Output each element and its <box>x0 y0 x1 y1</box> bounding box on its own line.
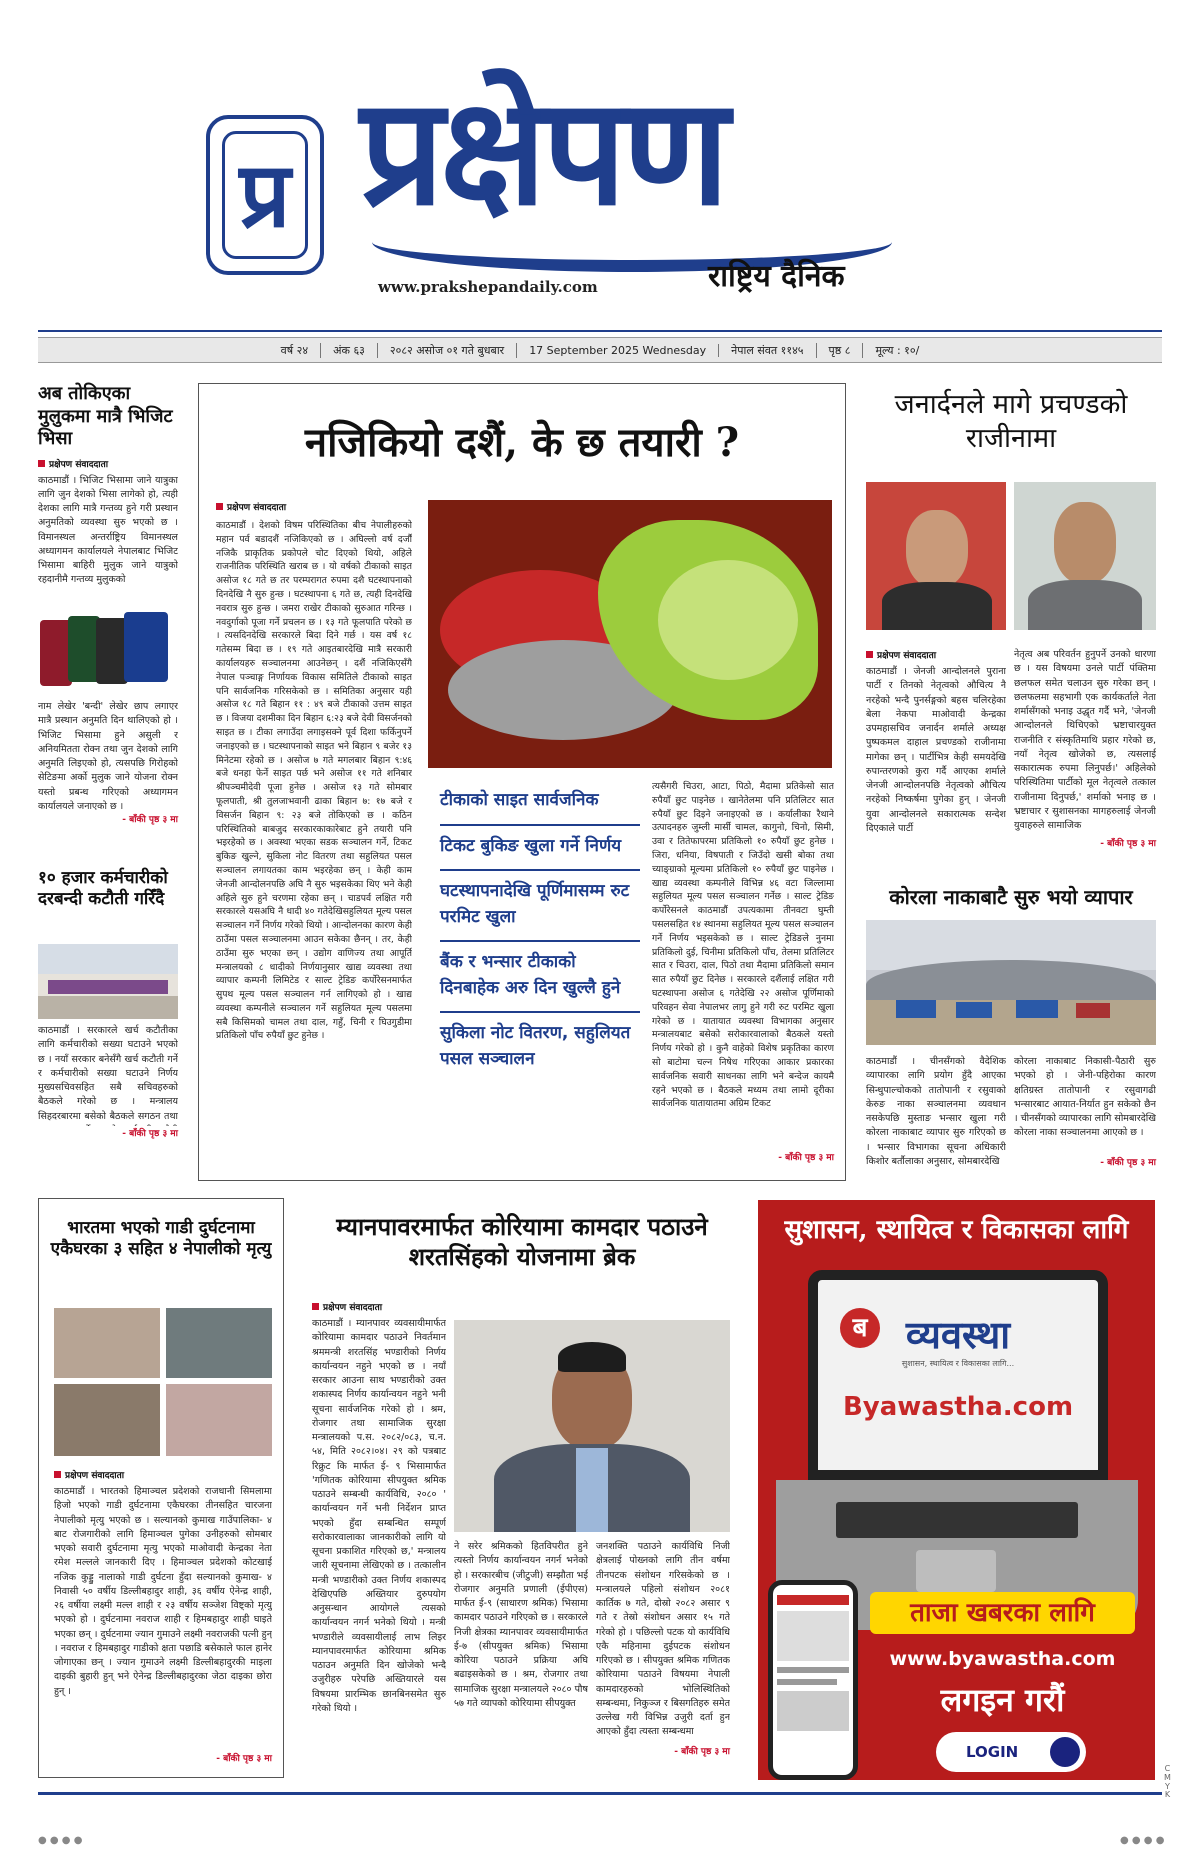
user-icon <box>1050 1737 1080 1767</box>
continue-link[interactable]: - बाँकी पृष्ठ ३ मा <box>216 1754 272 1764</box>
victim-photo <box>54 1308 160 1378</box>
byline: प्रक्षेपण संवाददाता <box>38 457 178 470</box>
masthead <box>0 0 1200 330</box>
continue-link[interactable]: - बाँकी पृष्ठ ३ मा <box>1100 839 1156 849</box>
newspaper-tagline: राष्ट्रिय दैनिक <box>708 259 845 294</box>
divider <box>38 330 1162 332</box>
ad-brand-tagline: सुशासन, स्थायित्व र विकासका लागि... <box>901 1359 1015 1368</box>
continue-link[interactable]: - बाँकी पृष्ठ ३ मा <box>674 1747 730 1757</box>
trackpad <box>916 1550 996 1592</box>
story-body: काठमाडौं । देशको विषम परिस्थितिका बीच नेपालीहरुको महान पर्व बडादशैं नजिकिएको छ । अघिल्लो वर्ष दर्जौं नजिकै प्राकृतिक प्रकोपले चोट दिएको थियो, अहिले राजनीतिक परिस्थिति खराब छ । यो वर्षको टीकाको साइत असोज १८ गते छ तर परम्परागत रुपमा दशै घटस्थापनाको दिनदेखि नै सुरु हुन्छ । घटस्थापना ६ गते छ, त्यही दिनदेखि नवरात्र सुरु हुन्छ । जमरा राखेर टीकाको सुरुआत गरिन्छ । नवदुर्गाको पूजा गर्ने प्रचलन छ । १३ गते फूलपाति परेको छ । त्यसदिनदेखि सरकारले बिदा दिने गर्छ । यस वर्ष १८ गतेसम्म बिदा छ । १९ गते आइतबारदेखि मात्रै सरकारी कार्यालयहरु सञ्चालनमा आउनेछन् । दशैं नजिकिएसँगै नेपाल पञ्चाङ्ग निर्णायक विकास समितिले टीकाको साइत पनि सार्वजनिक गरिसकेको छ । समितिका अनुसार यही असोज १८ गते बिहान ११ : ४९ बजे टीकाको उत्तम साइत छ । विजया दशमीका दिन बिहान ६:२३ बजे देवी विसर्जनको साइत छ । टीका लगाउँदा लगाइसक्ने पूर्व दिशा फर्किनुपर्ने जनाइएको छ । घटस्थापनाको साइत भने बिहान ९ बजेर १३ मिनेटमा रहेको छ । असोज ७ गते मगलबार बिहान ९:४६ बजे धनहा फेर्ने साइत पर्छ भने असोज ११ गते शनिबार श्रीपञ्चमीदेवी पूजा हुनेछ । असोज १३ गते सोमबार फूलपाती, श्री तुलजाभवानी ढाका बिहान ७: १७ बजे र विसर्जन बिहान ९: २३ बजे तोकिएको छ । कठिन परिस्थितिको बाबजुद सरकारकाकारेबाट हुने तयारी पनि भइरहेको छ । अवस्था भएका सडक सञ्चालन गर्ने, टिकट बुकिङ खुल्ने, सुकिला नोट वितरण तथा सहुलियत पसल सञ्चालन लगायतका काम भइरहेका छन् । केही काम जेनजी आन्दोलनपछि अघि नै सुरु भइसकेका थिए भने केही अहिले सुरु हुने चरणमा रहेका छन् । चाडपर्व लक्षित गरी सरकारले यसअघि नै धादी ४० गतेदेखिसहुलियत मूल्य पसल सञ्चालन गर्ने निर्णय गरेको थियो । आन्दोलनका कारण केही ठाउँमा पसल सञ्चालनमा आउन सकेका छैनन् । तर, केही ठाउँमा सुरु भएका छन् । उद्योग वाणिज्य तथा आपूर्ति मन्त्रालयको ८ धादीको निर्णयानुसार खाद्य व्यवस्था तथा व्यापार कम्पनी लिमिटेड र साल्ट ट्रेडिङ कर्पोरेसनमार्फत सुपथ मूल्य पसल सञ्चालन गर्न लागिएको हो । खाद्य व्यवस्था कम्पनीले सञ्चालन गर्ने सहुलियत मूल्य पसलमा सबै किसिमको चामल तथा दाल, गहुँ, चिनी र घिउगुडीमा प्रतिकिलो पाँच रुपैयाँ छुट हुनेछ । <box>216 520 412 1042</box>
story-headline[interactable]: जनार्दनले मागे प्रचण्डको राजीनामा <box>894 389 1128 454</box>
story-body: काठमाडौं । चीनसँगको वैदेशिक व्यापारका लागि प्रयोग हुँदै आएका सिन्धुपाल्चोकको तातोपानी र रसुवाको केरुङ नाका सञ्चालनमा व्यवधान नसकेपछि मुस्ताङ भन्सार खुला गरी कोरला नाकाबाट व्यापार सुरु गरिएको छ । भन्सार विभागका सूचना अधिकारी किशोर बर्तौलाका अनुसार, सोमबारदेखि <box>866 1056 1006 1167</box>
victim-photo <box>166 1308 272 1378</box>
highlight-item: घटस्थापनादेखि पूर्णिमासम्म रुट परमिट खुला <box>440 871 640 942</box>
issue-number: अंक ६३ <box>321 343 378 358</box>
page-count: पृष्ठ ८ <box>817 343 864 358</box>
highlight-item: सुकिला नोट वितरण, सहुलियत पसल सञ्चालन <box>440 1023 631 1069</box>
volume: वर्ष २४ <box>269 343 321 358</box>
highlight-item: बैंक र भन्सार टीकाको दिनबाहेक अरु दिन खुल्लै हुने <box>440 942 640 1013</box>
logo-emblem[interactable] <box>206 115 324 275</box>
login-button-label: LOGIN <box>966 1743 1019 1761</box>
highlight-item: टीकाको साइत सार्वजनिक <box>440 780 640 826</box>
logo-glyph: प्र <box>239 142 291 248</box>
passports-photo <box>38 612 178 692</box>
story-body: कोरला नाकाबाट निकासी-पैठारी सुरु भएको हो । जेनी-पहिरोका कारण क्षतिग्रस्त तातोपानी र रसुवागढी भन्सारबाट आयात-निर्यात हुन सकेको छैन । चीनसँगको व्यापारका लागि सोमबारदेखि कोरला नाका सञ्चालनमा आएको छ । <box>1014 1056 1156 1139</box>
left-story-visa <box>38 383 178 596</box>
english-date: 17 September 2025 Wednesday <box>517 344 719 357</box>
story-body: नाम लेखेर 'बन्दी' लेखेर छाप लगाएर मात्रै प्रस्थान अनुमति दिन थालिएको हो । भिजिट भिसामा हुने असुली र अनियमितता रोक्न तथा जुन देशको लागि अनुमति लिइएको हो, त्यसपछि गिरोहको सेटिङमा अर्को मुलुक जाने योजना रोक्न यस्तो प्रबन्ध गरिएको अध्यागमन कार्यालयले जनाएको छ । <box>38 701 178 812</box>
nepal-sambat: नेपाल संवत ११४५ <box>719 343 816 358</box>
janardan-sharma-photo <box>1014 482 1156 630</box>
website-link[interactable]: www.prakshepandaily.com <box>378 278 598 296</box>
story-headline[interactable]: म्यानपावरमार्फत कोरियामा कामदार पठाउने शरतसिंहको योजनामा ब्रेक <box>336 1212 708 1271</box>
issue-info-bar <box>38 337 1162 363</box>
byawastha-advertisement[interactable] <box>758 1200 1155 1780</box>
ad-url[interactable]: Byawastha.com <box>842 1392 1074 1422</box>
ad-login-prompt: लगइन गरौं <box>940 1681 1065 1719</box>
login-button[interactable] <box>936 1732 1086 1772</box>
prachanda-photo <box>866 482 1006 630</box>
lead-highlights <box>440 780 640 1082</box>
highlight-item: टिकट बुकिङ खुला गर्ने निर्णय <box>440 826 640 872</box>
victim-photo <box>166 1384 272 1456</box>
lead-headline[interactable]: नजिकियो दशैं, के छ तयारी ? <box>304 419 740 466</box>
continue-link[interactable]: - बाँकी पृष्ठ ३ मा <box>1100 1158 1156 1168</box>
ad-website[interactable]: www.byawastha.com <box>889 1648 1116 1670</box>
story-body: काठमाडौं । सरकारले खर्च कटौतीका लागि कर्मचारीको सख्या घटाउने भएको छ । नयाँ सरकार बनेसँगै खर्च कटौती गर्ने र कर्मचारीको सख्या घटाउने निर्णय मुख्यसचिवसहित सबै सचिवहरुको बैठकले गरेको छ । मन्त्रालय सिहदरबारमा बसेको बैठकले सगठन तथा <box>38 1025 178 1122</box>
byline: प्रक्षेपण संवाददाता <box>216 500 412 513</box>
ad-news-strip: ताजा खबरका लागि <box>870 1592 1135 1634</box>
byawastha-logo: ब <box>840 1308 880 1348</box>
story-headline[interactable]: अब तोकिएका मुलुकमा मात्रै भिजिट भिसा <box>38 383 173 449</box>
story-body: त्यसैगरी चिउरा, आटा, पिठो, मैदामा प्रतिकेसो सात रुपैयाँ छुट पाइनेछ । खानेतेलमा पनि प्रतिलिटर सात रुपैयाँ छुट दिइने जनाइएको छ । कर्यालीका रैथाने उत्पादनहरु जुम्ली मार्सी चामल, कागुनो, चिनो, सिमी, उवा र तितेफापरमा प्रतिकिलो १० रुपैयाँ छुट हुनेछ । जिरा, धनिया, विषपाती र जिउँदो खसी बोका तथा च्याङ्ग्राको मूल्यमा प्रतिकिलो १० रुपैयाँ छुट पाइनेछ । खाद्य व्यवस्था कम्पनीले विभिन्न ४६ वटा जिल्लामा सहुलियत मूल्य पसल सञ्चालन गर्नेछ । साल्ट ट्रेडिङ कर्पोरेसनले काठमाडौं उपत्यकामा तीनवटा घुम्ती पसलसहित १४ स्थानमा सहुलियत मूल्य पसल सञ्चालन गर्ने निर्णय भइसकेको छ । साल्ट ट्रेडिङले नुनमा प्रतिकिलो दुई, चिनीमा प्रतिकिलो पाँच, तेलमा प्रतिलिटर सात र चिउरा, दाल, पिठो तथा मैदामा प्रतिकिलो समान सात रुपैयाँ छुट दिनेछ । सरकारले दशैंलाई लक्षित गरी घटस्थापना असोज ६ गतेदेखि २२ असोज पूर्णिमाको परिवहन सेवा नेपालभर लागु हुने गरी रुट परमिट खुला गरेको छ । यातायात व्यवस्था विभागका अनुसार मन्त्रालयबाट बसेको सरोकारवालाको बैठकले यस्तो निर्णय गरेको हो । कुनै वाहेको विशेष प्रकृतिका कारण सो बाटोमा चल्न निषेध गरिएका आकार प्रकारका सार्वजनिक सवारी साधनका लागि भने बन्देज कायमै रहने भएको छ । बैठकले मध्यम तथा लामो दूरीका सार्वजनिक यातायातमा अग्रिम टिकट <box>652 781 834 1110</box>
victim-photo <box>54 1384 160 1456</box>
byline: प्रक्षेपण संवाददाता <box>866 648 1006 661</box>
story-body: नेतृत्व अब परिवर्तन हुनुपर्ने उनको धारणा छ । यस विषयमा उनले पार्टी पंक्तिमा छलफल समेत चलाउन सुरु गरेका छन् । छलफलमा सहभागी एक कार्यकर्ताले नेता शर्मासँगको भनाइ उद्धृत गर्दै भने, 'जेनजी आन्दोलनले थिचिएको भ्रष्टाचारयुक्त राजनीति र संस्कृतिमाथि प्रहार गरेको छ, नयाँ नेतृत्व खोजेको छ, त्यसलाई सकारात्मक रुपमा लिनुपर्छ।' अहिलेको परिस्थितिमा पार्टीको मूल नेतृत्वले तत्काल राजीनामा दिनुपर्छ,' शर्माको भनाइ छ । भ्रष्टाचार र सुशासनका मागहरुलाई जेनजी युवाहरुले सामाजिक <box>1014 649 1156 831</box>
story-headline[interactable]: १० हजार कर्मचारीको दरबन्दी कटौती गरिँदै <box>38 868 168 910</box>
sharat-singh-bhandari-photo <box>454 1320 730 1532</box>
footer-divider <box>38 1792 1162 1795</box>
ad-headline: सुशासन, स्थायित्व र विकासका लागि <box>784 1215 1129 1245</box>
byline: प्रक्षेपण संवाददाता <box>54 1468 272 1481</box>
registration-mark: ● ● ● ● <box>38 1835 83 1846</box>
laptop-screen <box>808 1270 1108 1480</box>
cmyk-marks: C M Y K <box>1164 1764 1171 1800</box>
story-body: ने सरेर श्रमिकको हितविपरीत हुने त्यस्तो निर्णय कार्यान्वयन नगर्न भनेको हो । सरकारबीच (जीटुजी) सम्झौता भई रोजगार अनुमति प्रणाली (ईपीएस) मार्फत ई-९ (साधारण श्रमिक) भिसामा कामदार पठाउने गरिएको छ । सरकारले निजी क्षेत्रका म्यानपावर व्यवसायीमार्फत ई-७ (सीपयुक्त श्रमिक) भिसामा कोरिया पठाउने प्रक्रिया अघि बढाइसकेको छ । श्रम, रोजगार तथा सामाजिक सुरक्षा मन्त्रालयले २०८० पौष ५७ गते व्यापको कोरियामा सीपयुक्त <box>454 1541 588 1709</box>
story-body: काठमाडौं । म्यानपावर व्यवसायीमार्फत कोरियामा कामदार पठाउने निवर्तमान श्रममन्त्री शरतसिंह भण्डारीको निर्णय कार्यान्वयन नहुने भएको छ । नयाँ सरकार आउना साथ भण्डारीको उक्त शकास्पद निर्णय कार्यान्वयन नहुने भनी सूचना सार्वजनिक गरेको हो । श्रम, रोजगार तथा सामाजिक सुरक्षा मन्त्रालयको प.स. २०८२/०८३, च.न. ५४, मिति २०८२।०४। २९ को पत्रबाट रिक्रुट कि मार्फत ई- ९ भिसामार्फत 'गणितक कोरियामा सीपयुक्त श्रमिक पठाउने सम्बन्धी कार्यविधि, २०८० ' कार्यान्वयन गर्ने भनी निर्देशन प्राप्त भएको हुँदा सम्बन्धित सम्पूर्ण सरोकारवालाका जानकारीको लागि यो सूचना प्रकाशित गरिएको छ,' मन्त्रालय जारी सूचनामा लेखिएको छ । तत्कालीन मन्त्री भण्डारीको उक्त निर्णय शकास्पद देखिएपछि अख्तियार दुरुपयोग अनुसन्धान आयोगले त्यसको कार्यान्वयन नगर्न भनेको थियो । मन्त्री भण्डारीले व्यवसायीलाई लाभ लिइर म्यानपावरमार्फत कोरियामा श्रमिक पठाउन अनुमति दिन खोजेको भन्दै उजुरीहरु परेपछि अख्तियारले यस विषयमा प्रारम्भिक छानबिनसमेत सुरु गरेको थियो । <box>312 1318 446 1714</box>
left-story-staff <box>38 868 178 911</box>
story-body: काठमाडौं । भारतको हिमाञ्चल प्रदेशको राजधानी सिमलामा हिजो भएको गाडी दुर्घटनामा एकैघरका तीनसहित चारजना नेपालीको मृत्यु भएको छ । सल्यानको कुमाख गाउँपालिका- ४ बाट रोजगारीको लागि हिमाञ्चल पुगेका उनीहरुको सोमबार भएको सवारी दुर्घटनामा मृत्यु भएको माओवादी केन्द्रका नेता रमेश मल्लले जानकारी दिए । हिमाञ्चल प्रदेशको कोटखाई नजिक कुड्डु नालाको गाडी दुर्घटना हुँदा सल्यानको कुमाख- ४ निवासी ५० वर्षीय डिल्लीबहादुर शाही, ३६ वर्षीय ऐनेन्द्र शाही, २६ वर्षीया लक्ष्मी मल्ल शाही र २३ वर्षीय सञ्जेश विष्ट्को मृत्यु भएको हो । दुर्घटनामा नवराज शाही र हिमबहादुर शाही घाइते भएका छन् । दुर्घटनामा ज्यान गुमाउने लक्ष्मी नवराजकी पत्नी हुन् । नवराज र हिमबहादुर गाडीको क्षता पछाडि बसेकाले फाल हानेर जोगाएका छन् । ज्यान गुमाउने लक्ष्मी डिल्लीबहादुरकी माइला दाइकी बुहारी हुन् भने ऐनेन्द्र डिल्लीबहादुरका जेठा दाइका छोरा हुन् । <box>54 1486 272 1697</box>
newspaper-name[interactable]: प्रक्षेपण <box>360 66 726 238</box>
continue-link[interactable]: - बाँकी पृष्ठ ३ मा <box>122 815 178 825</box>
story-body: काठमाडौं । जेनजी आन्दोलनले पुराना पार्टी र तिनको नेतृत्वको औचित्य नै नरहेको भन्दै पुनर्सङ्गको बहस चलिरहेका बेला नेकपा माओवादी केन्द्रका उपमहासचिव जनार्दन शर्माले अध्यक्ष पुष्पकमल दाहाल प्रचण्डको राजीनामा मागेका छन् । पार्टीभित्र केही समयदेखि रुपान्तरणको कुरा गर्दै आएका शर्माले जेनजी आन्दोलनपछि नेतृत्वको औचित्य नरहेको निष्कर्षमा पुगेका हुन् । जेनजी युवा आन्दोलनले सकारात्मक सन्देश दिएकाले पार्टी <box>866 666 1006 834</box>
nepali-date: २०८२ असोज ०१ गते बुधबार <box>378 343 517 358</box>
story-body: जनशक्ति पठाउने कार्यविधि निजी क्षेत्रलाई पोख्नको लागि तीन वर्षमा तीनपटक संशोधन गरिसकेको छ । मन्त्रालयले पहिलो संशोधन २०८१ कार्तिक ७ गते, दोस्रो २०८२ असार ९ गते र तेस्रो संशोधन असार १५ गते गरेको हो । पछिल्लो पटक यो कार्यविधि एकै महिनामा दुईपटक संशोधन गरिएको छ । सीपयुक्त श्रमिक गणितक कोरियामा पठाउने विषयमा नेपाली कामदारहरुको भोलिस्थितिको सम्बन्धमा, निकुञ्ज र बिसगतिहरु समेत उल्लेख गरी विभिन्न उजुरी दर्ता हुन आएको हुँदा त्यस्ता सम्बन्धमा <box>596 1541 730 1738</box>
continue-link[interactable]: - बाँकी पृष्ठ ३ मा <box>122 1129 178 1139</box>
office-meeting-photo <box>38 944 178 1019</box>
byline: प्रक्षेपण संवाददाता <box>312 1300 446 1313</box>
continue-link[interactable]: - बाँकी पृष्ठ ३ मा <box>778 1153 834 1163</box>
korala-border-photo <box>866 920 1156 1045</box>
keyboard <box>836 1502 1078 1538</box>
story-headline[interactable]: कोरला नाकाबाटै सुरु भयो व्यापार <box>889 885 1133 909</box>
tika-jamara-photo <box>428 500 832 768</box>
price: मूल्य : १०/ <box>875 343 920 357</box>
ad-brand-name: व्यवस्था <box>905 1312 1011 1357</box>
story-headline[interactable]: भारतमा भएको गाडी दुर्घटनामा एकैघरका ३ सहित ४ नेपालीको मृत्यु <box>50 1218 272 1260</box>
story-body: काठमाडौं । भिजिट भिसामा जाने यात्रुका लागि जुन देशको भिसा लागेको हो, त्यही देशका लागि मात्रै गन्तव्य हुने गरी प्रस्थान अनुमतिको व्यवस्था सुरु भएको छ । विमानस्थल अन्तर्राष्ट्रिय विमानस्थल अध्यागमन कार्यालयले नेपालबाट भिजिट भिसामा बाहिरी मुलुक जाने यात्रुको रहदानीमै गन्तव्य मुलुकको <box>38 474 178 586</box>
registration-mark: ● ● ● ● <box>1120 1835 1165 1846</box>
phone-mockup <box>768 1580 858 1780</box>
